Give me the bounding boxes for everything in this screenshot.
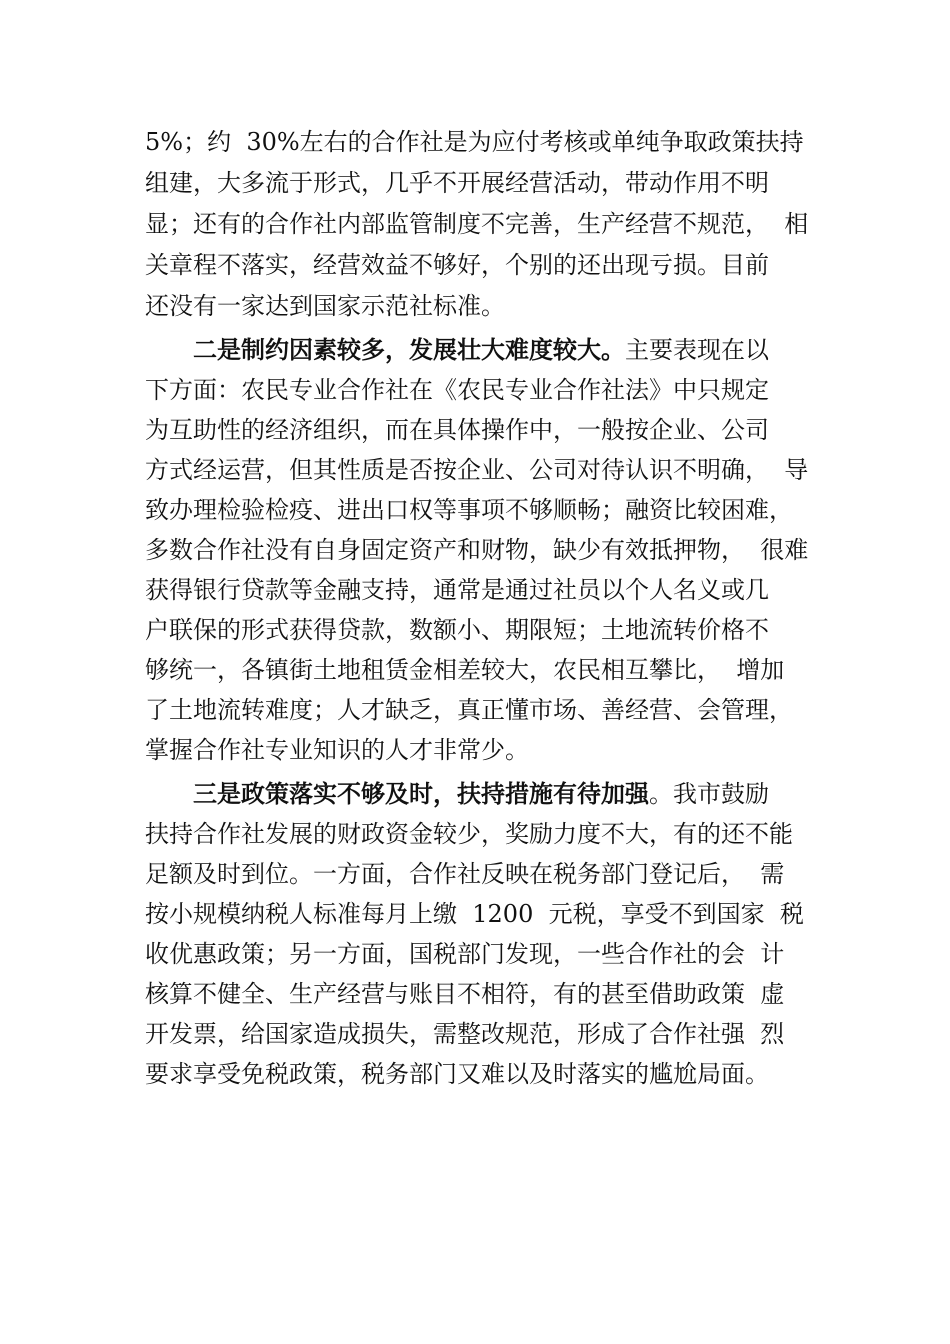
text-line: 方式经运营，但其性质是否按企业、公司对待认识不明确， 导 bbox=[145, 456, 809, 484]
text-line: 关章程不落实，经营效益不够好，个别的还出现亏损。目前 bbox=[145, 251, 769, 279]
text-line: 户联保的形式获得贷款，数额小、期限短；土地流转价格不 bbox=[145, 616, 769, 644]
text-line: 组建，大多流于形式，几乎不开展经营活动，带动作用不明 bbox=[145, 169, 769, 197]
paragraph-heading: 三是政策落实不够及时，扶持措施有待加强 bbox=[193, 780, 649, 808]
text-line: 致办理检验检疫、进出口权等事项不够顺畅；融资比较困难， bbox=[145, 496, 793, 524]
paragraph-text: 。我市鼓励 bbox=[649, 780, 769, 808]
text-line: 掌握合作社专业知识的人才非常少。 bbox=[145, 736, 529, 764]
text-line: 按小规模纳税人标准每月上缴 1200 元税，享受不到国家 税 bbox=[145, 900, 804, 928]
text-line: 足额及时到位。一方面，合作社反映在税务部门登记后， 需 bbox=[145, 860, 785, 888]
text-line: 了土地流转难度；人才缺乏，真正懂市场、善经营、会管理， bbox=[145, 696, 793, 724]
text-line: 还没有一家达到国家示范社标准。 bbox=[145, 292, 505, 320]
text-line: 5%；约 30%左右的合作社是为应付考核或单纯争取政策扶持 bbox=[145, 128, 804, 156]
text-line: 显；还有的合作社内部监管制度不完善，生产经营不规范， 相 bbox=[145, 210, 809, 238]
text-line: 收优惠政策；另一方面，国税部门发现，一些合作社的会 计 bbox=[145, 940, 785, 968]
text-line: 开发票，给国家造成损失，需整改规范，形成了合作社强 烈 bbox=[145, 1020, 785, 1048]
text-line: 扶持合作社发展的财政资金较少，奖励力度不大，有的还不能 bbox=[145, 820, 793, 848]
text-line: 要求享受免税政策，税务部门又难以及时落实的尴尬局面。 bbox=[145, 1060, 769, 1088]
text-line: 为互助性的经济组织，而在具体操作中，一般按企业、公司 bbox=[145, 416, 769, 444]
paragraph-first-line bbox=[193, 774, 769, 814]
text-line: 多数合作社没有自身固定资产和财物，缺少有效抵押物， 很难 bbox=[145, 536, 809, 564]
text-line: 核算不健全、生产经营与账目不相符，有的甚至借助政策 虚 bbox=[145, 980, 785, 1008]
text-line: 获得银行贷款等金融支持，通常是通过社员以个人名义或几 bbox=[145, 576, 769, 604]
text-line: 够统一，各镇街土地租赁金相差较大，农民相互攀比， 增加 bbox=[145, 656, 785, 684]
paragraph-text: 主要表现在以 bbox=[625, 336, 769, 364]
paragraph-first-line bbox=[193, 330, 769, 370]
text-line: 下方面：农民专业合作社在《农民专业合作社法》中只规定 bbox=[145, 376, 769, 404]
paragraph-heading: 二是制约因素较多，发展壮大难度较大。 bbox=[193, 336, 625, 364]
